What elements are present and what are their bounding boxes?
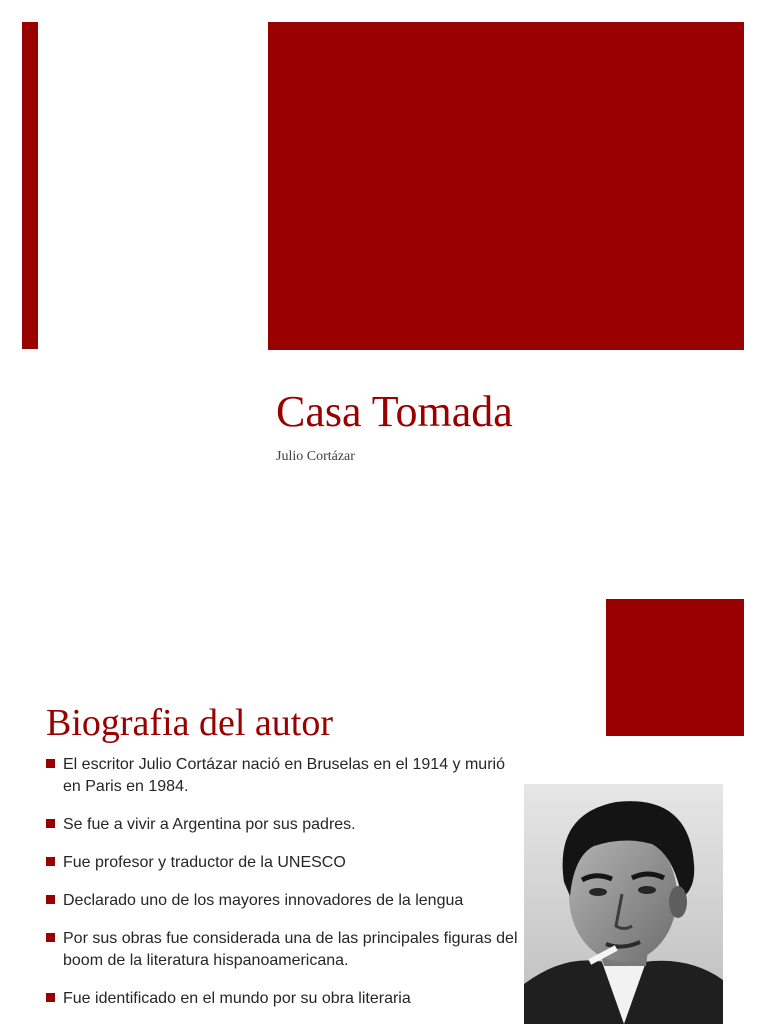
list-item: [46, 814, 520, 836]
list-item-text: Se fue a vivir a Argentina por sus padres.: [63, 816, 356, 833]
author-portrait-photo: [524, 784, 723, 1024]
page-subtitle: Julio Cortázar: [276, 449, 355, 464]
title-accent-block: [268, 22, 744, 350]
list-item-text: Declarado uno de los mayores innovadores de la lengua: [63, 892, 464, 909]
list-item: [46, 890, 520, 912]
list-item: [46, 754, 520, 798]
list-item-text: Fue profesor y traductor de la UNESCO: [63, 854, 346, 871]
bio-accent-square: [606, 599, 744, 736]
square-bullet-icon: [46, 933, 55, 942]
portrait-illustration-icon: [524, 784, 723, 1024]
square-bullet-icon: [46, 895, 55, 904]
square-bullet-icon: [46, 819, 55, 828]
bio-bullet-list: [46, 754, 520, 1026]
page-title: Casa Tomada: [276, 387, 513, 436]
square-bullet-icon: [46, 993, 55, 1002]
list-item: [46, 852, 520, 874]
square-bullet-icon: [46, 857, 55, 866]
list-item-text: Por sus obras fue considerada una de las principales figuras del boom de la literatura hispanoamericana.: [63, 930, 518, 969]
bio-heading: Biografia del autor: [46, 702, 334, 744]
list-item-text: El escritor Julio Cortázar nació en Bruselas en el 1914 y murió en Paris en 1984.: [63, 756, 505, 795]
list-item-text: Fue identificado en el mundo por su obra literaria: [63, 990, 411, 1007]
square-bullet-icon: [46, 759, 55, 768]
left-accent-bar: [22, 22, 38, 349]
list-item: [46, 988, 520, 1010]
list-item: [46, 928, 520, 972]
